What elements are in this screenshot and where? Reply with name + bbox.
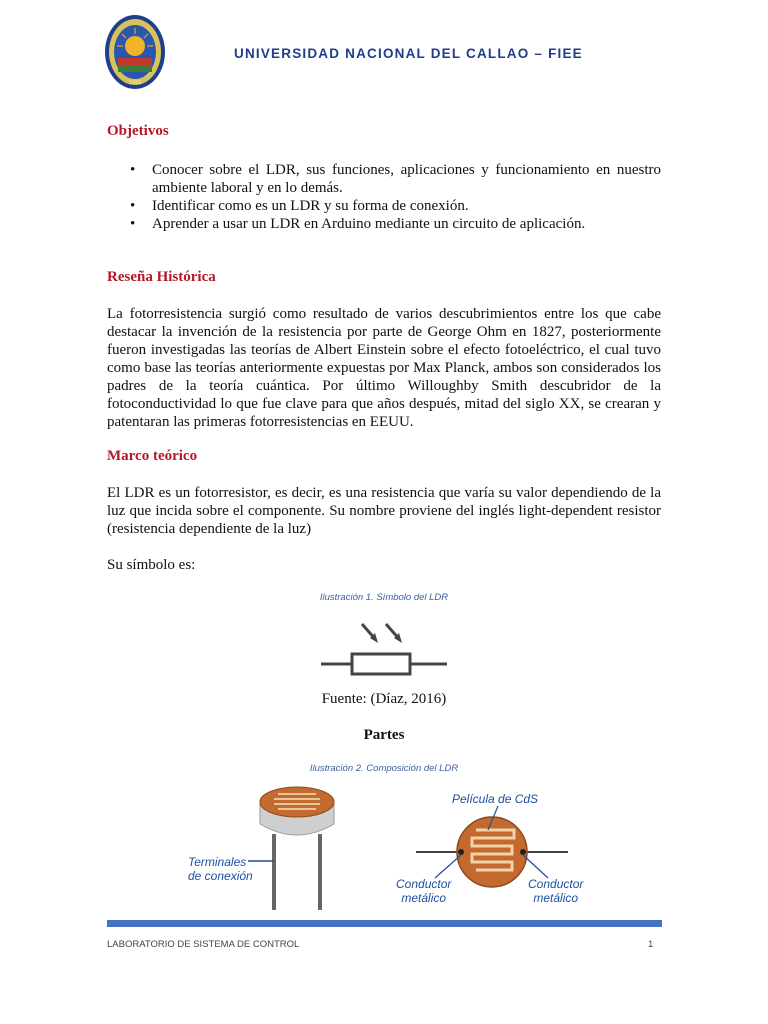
figure2-caption: Ilustración 2. Composición del LDR [309,763,459,774]
history-heading: Reseña Histórica [107,269,216,285]
theory-heading: Marco teórico [107,448,198,464]
list-item: • Identificar como es un LDR y su forma de conexión. [107,197,661,215]
footer-lab-name: LABORATORIO DE SISTEMA DE CONTROL [107,939,300,950]
label-terminals: Terminales de conexión [188,855,253,883]
figure1-caption: Ilustración 1. Símbolo del LDR [319,592,449,603]
label-cds-film: Película de CdS [452,792,539,806]
label-conductor-left: Conductor metálico [396,877,452,905]
logo-year: 1966 [128,80,142,86]
list-item: • Aprender a usar un LDR en Arduino mediante un circuito de aplicación. [107,215,661,233]
symbol-intro: Su símbolo es: [107,557,196,573]
theory-paragraph: El LDR es un fotorresistor, es decir, es una resistencia que varía su valor dependiendo de la luz que incida sobre el componente. Su nombre proviene del inglés light-dependent resistor (resistencia dependiente de la luz) [107,485,661,537]
figure1-source: Fuente: (Díaz, 2016) [321,691,447,707]
footer-rule [107,920,662,927]
label-conductor-right: Conductor metálico [528,877,584,905]
page-number: 1 [648,939,654,950]
objectives-list [107,161,661,233]
header-title: UNIVERSIDAD NACIONAL DEL CALLAO – FIEE [234,46,583,61]
list-item: • Conocer sobre el LDR, sus funciones, aplicaciones y funcionamiento en nuestro ambiente laboral y en lo demás. [107,161,661,197]
objectives-heading: Objetivos [107,123,169,139]
university-seal-logo [104,14,166,90]
ldr-symbol-diagram [318,618,450,678]
history-paragraph: La fotorresistencia surgió como resultado de varios descubrimientos entre los que cabe destacar la invención de la resistencia por parte de George Ohm en 1827, posteriormente fueron investigadas las teorías de Albert Einstein sobre el efecto fotoeléctrico, el cual tuvo como base las teorías anteriormente expuestas por Max Planck, ambos son considerados los padres de la teoría cuántica. Por último Willoughby Smith descubridor de la fotoconductividad lo que fue clave para que años después, mitad del siglo XX, se crearan y patentaran las primeras fotorresistencias en EEUU. [107,306,661,430]
parts-heading: Partes [363,727,405,743]
ldr-component-illustration [260,787,334,910]
